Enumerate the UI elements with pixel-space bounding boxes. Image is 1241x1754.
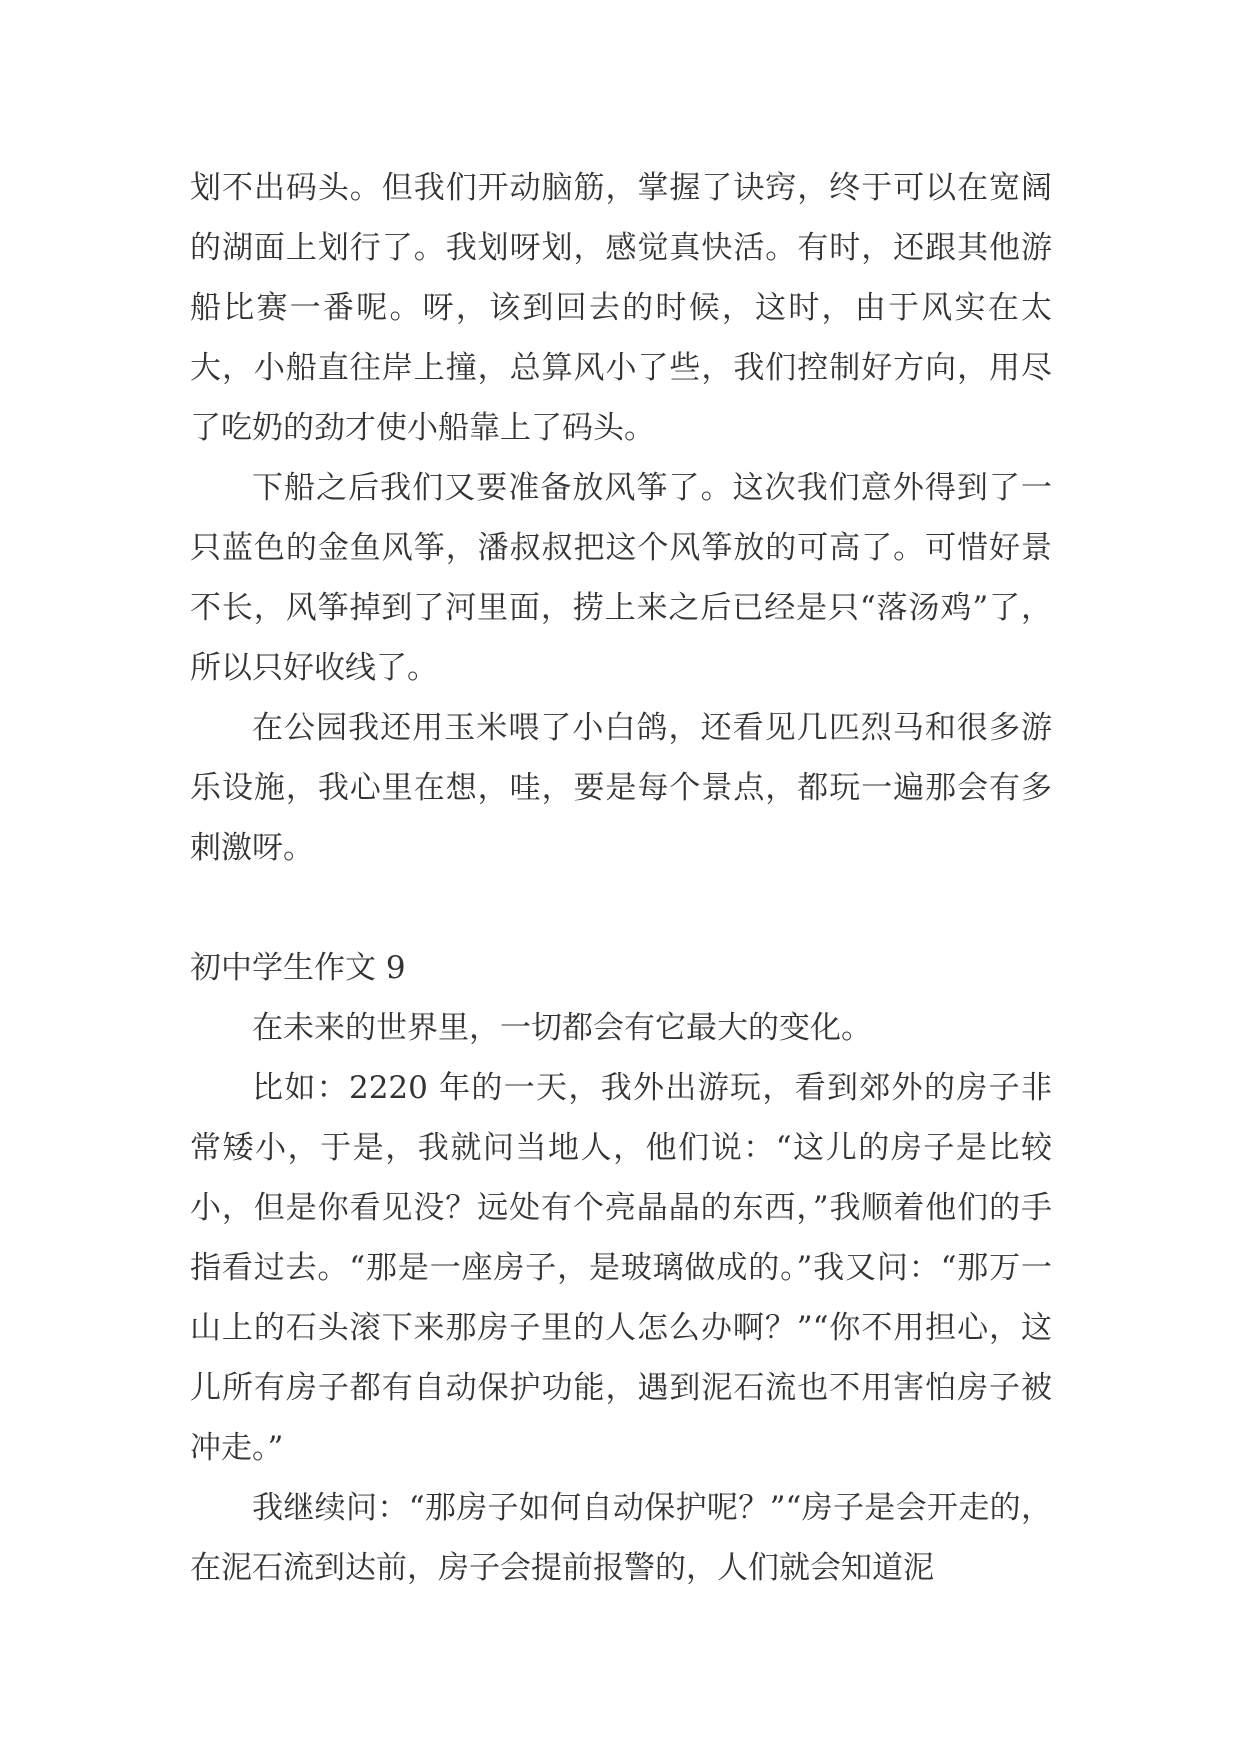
- paragraph-rowing-continued: 划不出码头。但我们开动脑筋，掌握了诀窍，终于可以在宽阔的湖面上划行了。我划呀划，感觉真快活。有时，还跟其他游船比赛一番呢。呀，该到回去的时候，这时，由于风实在太大，小船直往岸上撞，总算风小了些，我们控制好方向，用尽了吃奶的劲才使小船靠上了码头。: [190, 170, 1052, 446]
- paragraph-park: 在公园我还用玉米喂了小白鸽，还看见几匹烈马和很多游乐设施，我心里在想，哇，要是每个景点，都玩一遍那会有多刺激呀。: [190, 710, 1052, 866]
- paragraph-future-houses: 比如：2220 年的一天，我外出游玩，看到郊外的房子非常矮小，于是，我就问当地人，他们说：“这儿的房子是比较小，但是你看见没？远处有个亮晶晶的东西，”我顺着他们的手指看过去。“那是一座房子，是玻璃做成的。”我又问：“那万一山上的石头滚下来那房子里的人怎么办啊？”“你不用担心，这儿所有房子都有自动保护功能，遇到泥石流也不用害怕房子被冲走。”: [190, 1070, 1052, 1466]
- paragraph-future-intro: 在未来的世界里，一切都会有它最大的变化。: [252, 1010, 872, 1046]
- paragraph-kite: 下船之后我们又要准备放风筝了。这次我们意外得到了一只蓝色的金鱼风筝，潘叔叔把这个风筝放的可高了。可惜好景不长，风筝掉到了河里面，捞上来之后已经是只“落汤鸡”了，所以只好收线了。: [190, 470, 1052, 686]
- document-body: [190, 158, 1052, 1598]
- paragraph-future-protection: 我继续问：“那房子如何自动保护呢？”“房子是会开走的，在泥石流到达前，房子会提前报警的，人们就会知道泥: [190, 1490, 1052, 1586]
- essay-title: 初中学生作文 9: [190, 950, 406, 986]
